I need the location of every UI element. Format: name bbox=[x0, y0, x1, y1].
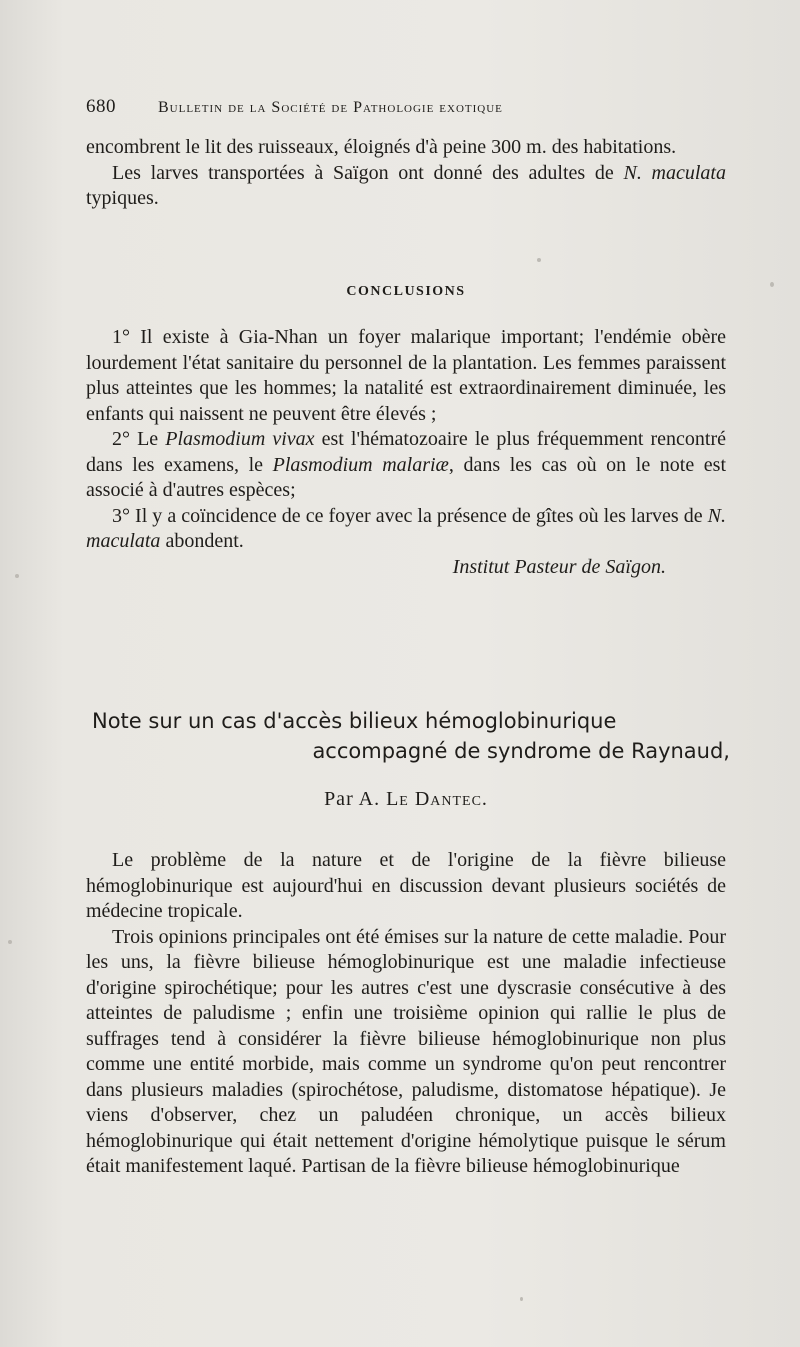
scan-speck bbox=[537, 258, 541, 262]
scan-speck bbox=[8, 940, 12, 944]
article-author bbox=[86, 788, 726, 811]
text-span: est l'hématozoaire le plus fréquemment rencontré dans les examens, le bbox=[86, 428, 727, 476]
text-span: Les larves transportées à Saïgon ont donné des adultes de bbox=[112, 161, 624, 184]
species-name: Plasmodium malariæ bbox=[272, 453, 449, 476]
author-name: Le Dantec. bbox=[386, 788, 488, 810]
text-span: typiques. bbox=[86, 187, 159, 209]
conclusion-3 bbox=[86, 504, 726, 555]
text-span: 2° Le bbox=[112, 428, 166, 450]
page-number: 680 bbox=[86, 96, 116, 117]
conclusion-1: 1° Il existe à Gia-Nhan un foyer malarique important; l'endémie obère lourdement l'état sanitaire du personnel de la plantation. Les femmes paraissent plus atteintes que les hommes; la natalité est extraordinairement diminuée, les enfants qui naissent ne peuvent être élevés ; bbox=[86, 326, 726, 425]
article-body bbox=[86, 848, 726, 1180]
text-span: abondent. bbox=[160, 530, 244, 552]
article-title-line-2: accompagné de syndrome de Raynaud, bbox=[312, 739, 730, 763]
author-prefix: Par A. bbox=[324, 788, 387, 810]
scan-speck bbox=[770, 282, 774, 287]
article-title bbox=[92, 706, 732, 766]
top-text bbox=[86, 135, 726, 212]
conclusions-body bbox=[86, 325, 726, 580]
conclusion-2 bbox=[86, 427, 726, 504]
page-header bbox=[86, 96, 736, 118]
species-name: N. maculata bbox=[623, 161, 726, 184]
scan-speck bbox=[520, 1297, 523, 1301]
section-heading: CONCLUSIONS bbox=[346, 284, 466, 299]
scan-speck bbox=[15, 574, 19, 578]
paragraph-larvae bbox=[86, 161, 726, 212]
text-span: 3° Il y a coïncidence de ce foyer avec la présence de gîtes où les larves de bbox=[112, 504, 708, 527]
paragraph-continued: encombrent le lit des ruisseaux, éloignés d'à peine 300 m. des habitations. bbox=[86, 136, 677, 158]
article-paragraph-1: Le problème de la nature et de l'origine de la fièvre bilieuse hémoglobinurique est aujourd'hui en discussion devant plusieurs sociétés de médecine tropicale. bbox=[86, 849, 726, 922]
running-title: Bulletin de la Société de Pathologie exotique bbox=[158, 99, 503, 116]
article-paragraph-2: Trois opinions principales ont été émises sur la nature de cette maladie. Pour les uns, la fièvre bilieuse hémoglobinurique est une maladie infectieuse d'origine spirochétique; pour les autres c'est une dyscrasie consécutive à des atteintes de paludisme ; enfin une troisième opinion qui rallie le plus de suffrages tend à considérer la fièvre bilieuse hémoglobinurique non plus comme une entité morbide, mais comme un syndrome qu'on peut rencontrer dans plusieurs maladies (spirochétose, paludisme, distomatose hépatique). Je viens d'observer, chez un paludéen chronique, un accès bilieux hémoglobinurique qui était nettement d'origine hémolytique puisque le sérum était manifestement laqué. Partisan de la fièvre bilieuse hémoglobinurique bbox=[86, 925, 726, 1177]
article-title-line-1: Note sur un cas d'accès bilieux hémoglobinurique bbox=[92, 709, 617, 733]
signature: Institut Pasteur de Saïgon. bbox=[452, 555, 666, 578]
text-span: , dans les cas où on le note est associé à d'autres espèces; bbox=[86, 453, 727, 501]
species-name: N. maculata bbox=[86, 504, 726, 552]
species-name: Plasmodium vivax bbox=[165, 428, 315, 450]
